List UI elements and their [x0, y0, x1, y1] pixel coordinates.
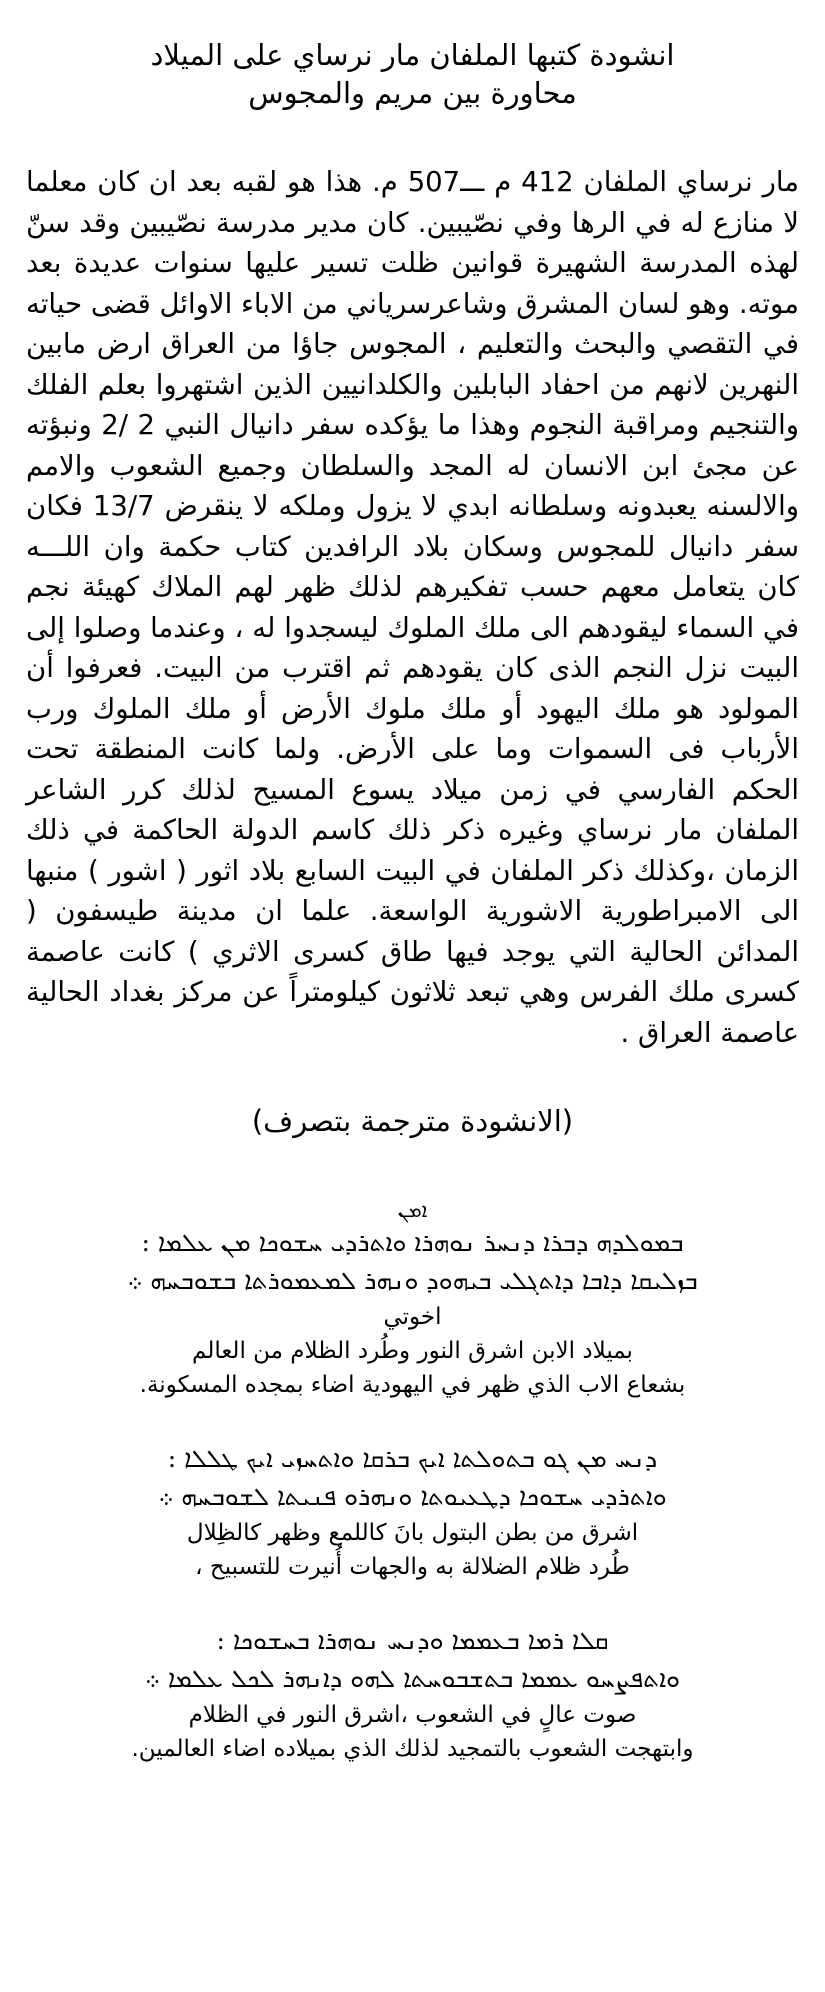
arabic-label: اخوتي: [383, 1304, 442, 1330]
intro-paragraph: مار نرساي الملفان 412 م ـــ507 م. هذا هو لقبه بعد ان كان معلما لا منازع له في الرها وفي نصّيبين. كان مدير مدرسة نصّيبين وقد سنّ لهذه المدرسة الشهيرة قوانين ظلت تسير عليها سنوات عديدة بعد موته. وهو لسان المشرق وشاعرسرياني من الاباء الاوائل قضى حياته في التقصي والبحث والتعليم ، المجوس جاؤا من العراق ارض مابين النهرين لانهم من احفاد البابلين والكلدانيين الذين اشتهروا بعلم الفلك والتنجيم ومراقبة النجوم وهذا ما يؤكده سفر دانيال النبي 2 /2 ونبؤته عن مجئ ابن الانسان له المجد والسلطان وجميع الشعوب والامم والالسنه يعبدونه وسلطانه ابدي لا يزول وملكه لا ينقرض 13/7 فكان سفر دانيال للمجوس وسكان بلاد الرافدين كتاب حكمة وان اللـــه كان يتعامل معهم حسب تفكيرهم لذلك ظهر لهم الملاك كهيئة نجم في السماء ليقودهم الى ملك الملوك ليسجدوا له ، وعندما وصلوا إلى البيت نزل النجم الذى كان يقودهم ثم اقترب من البيت. فعرفوا أن المولود هو ملك اليهود أو ملك ملوك الأرض أو ملك الملوك ورب الأرباب فى السموات وما على الأرض. ولما كانت المنطقة تحت الحكم الفارسي في زمن ميلاد يسوع المسيح لذلك كرر الشاعر الملفان مار نرساي وغيره ذكر ذلك كاسم الدولة الحاكمة في ذلك الزمان ،وكذلك ذكر الملفان في البيت السابع بلاد اثور ( اشور ) منبها الى الامبراطورية الاشورية الواسعة. علما ان مدينة طيسفون ( المدائن الحالية التي يوجد فيها طاق كسرى الاثري ) كانت عاصمة كسرى ملك الفرس وهي تبعد ثلاثون كيلومتراً عن مركز بغداد الحالية عاصمة العراق .: [26, 166, 800, 1049]
page-title: انشودة كتبها الملفان مار نرساي على الميلاد: [150, 38, 675, 72]
stanza-label: ܐܡܢ: [397, 1198, 428, 1222]
stanza-3: [0, 1622, 825, 1766]
arabic-verse: وابتهجت الشعوب بالتمجيد لذلك الذي بميلاده اضاء العالمين.: [131, 1736, 694, 1762]
arabic-verse: بشعاع الاب الذي ظهر في اليهودية اضاء بمجده المسكونة.: [139, 1372, 686, 1398]
arabic-verse: اشرق من بطن البتول بانَ كاللمع وظهر كالظِلال: [186, 1520, 639, 1546]
translation-note: (الانشودة مترجمة بتصرف): [251, 1104, 574, 1138]
title-block: [0, 0, 825, 112]
stanza-2: [0, 1440, 825, 1584]
poem: [0, 1196, 825, 1766]
syriac-verse: ܘܐܬܪܕܝ ܚܫܘܟܐ ܕܛܥܝܘܬܐ ܘܢܗܪܘ ܦܢܝܬܐ ܠܫܘܒܚܗ ܀: [158, 1482, 667, 1511]
arabic-verse: صوت عالٍ في الشعوب ،اشرق النور في الظلام: [188, 1702, 637, 1728]
arabic-verse: طُرد ظلام الضلالة به والجهات أُنيرت للتسبيح ،: [195, 1554, 630, 1580]
syriac-verse: ܒܡܘܠܕܗ ܕܒܪܐ ܕܢܚܪ ܢܘܗܪܐ ܘܐܬܪܕܝ ܚܫܘܟܐ ܡܢ ܥܠܡܐ :: [141, 1228, 684, 1257]
page-subtitle: محاورة بين مريم والمجوس: [248, 76, 577, 110]
syriac-verse: ܕܢܚ ܡܢ ܓܘ ܒܬܘܠܬܐ ܐܝܟ ܒܪܩܐ ܘܐܬܚܙܝ ܐܝܟ ܛܠܠܐ :: [167, 1444, 658, 1473]
syriac-verse: ܘܐܬܦܨܚܘ ܥܡܡܐ ܒܬܫܒܘܚܬܐ ܠܗܘ ܕܐܢܗܪ ܠܟܠ ܥܠܡܐ ܀: [144, 1664, 681, 1693]
syriac-verse: ܒܙܠܝܩܐ ܕܐܒܐ ܕܐܬܓܠܝ ܒܝܗܘܕ ܘܢܗܪ ܠܡܥܡܘܪܬܐ ܒܫܘܒܚܗ ܀: [127, 1266, 698, 1295]
stanza-1: [0, 1196, 825, 1402]
syriac-verse: ܩܠܐ ܪܡܐ ܒܥܡܡܐ ܘܕܢܚ ܢܘܗܪܐ ܒܚܫܘܟܐ :: [216, 1626, 609, 1655]
arabic-verse: بميلاد الابن اشرق النور وطُرد الظلام من العالم: [192, 1338, 633, 1364]
